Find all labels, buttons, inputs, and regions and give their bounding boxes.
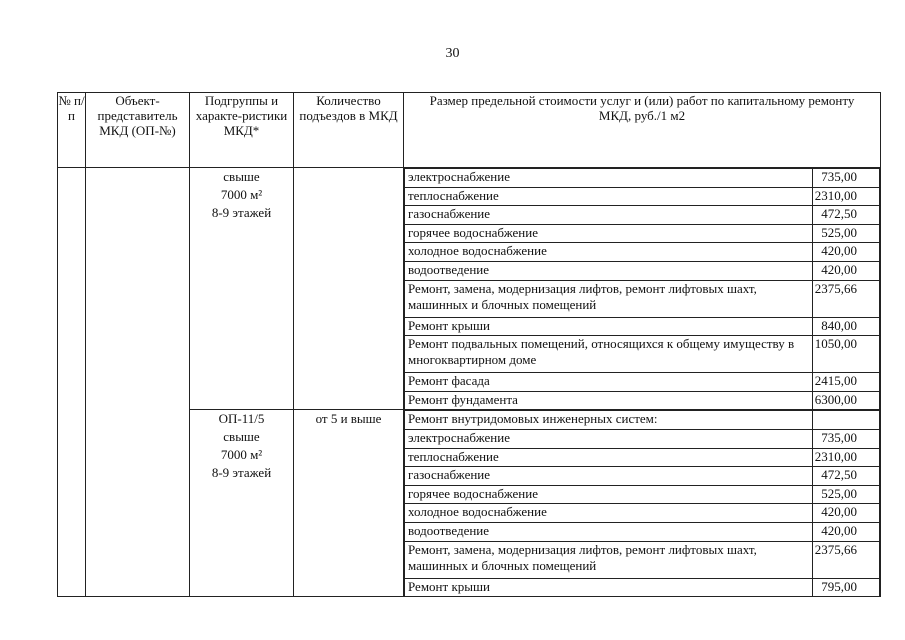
service-value: 735,00: [813, 169, 880, 188]
subgroup-text: ОП-11/5 свыше 7000 м² 8-9 этажей: [211, 411, 272, 481]
entrances-text: от 5 и выше: [315, 411, 382, 427]
service-row: [405, 317, 880, 336]
service-row: [405, 411, 880, 430]
service-name: горячее водоснабжение: [405, 485, 813, 504]
service-value: 420,00: [813, 522, 880, 541]
service-value: 2375,66: [813, 280, 880, 317]
service-value: 2310,00: [813, 448, 880, 467]
service-name: Ремонт фундамента: [405, 391, 813, 409]
service-value: 1050,00: [813, 336, 880, 373]
service-row: [405, 187, 880, 206]
service-value: 525,00: [813, 224, 880, 243]
service-name: теплоснабжение: [405, 448, 813, 467]
service-row: [405, 336, 880, 373]
service-name: Ремонт крыши: [405, 317, 813, 336]
service-value: 2415,00: [813, 373, 880, 392]
service-value: 2310,00: [813, 187, 880, 206]
service-row: [405, 243, 880, 262]
service-row: [405, 522, 880, 541]
service-row: [405, 485, 880, 504]
service-row: [405, 169, 880, 188]
service-row: [405, 504, 880, 523]
subgroup-text: свыше 7000 м² 8-9 этажей: [211, 169, 272, 220]
services-cell: [404, 410, 881, 597]
service-value: 795,00: [813, 578, 880, 596]
service-name: электроснабжение: [405, 429, 813, 448]
service-name: водоотведение: [405, 522, 813, 541]
cost-table: [57, 92, 881, 597]
object-cell: [86, 168, 190, 597]
group-row: [58, 168, 881, 410]
service-value: 525,00: [813, 485, 880, 504]
service-value: 6300,00: [813, 391, 880, 409]
header-num: № п/ п: [58, 93, 86, 168]
service-value: 2375,66: [813, 541, 880, 578]
service-row: [405, 373, 880, 392]
services-cell: [404, 168, 881, 410]
service-name: холодное водоснабжение: [405, 243, 813, 262]
service-value: 735,00: [813, 429, 880, 448]
service-row: [405, 429, 880, 448]
service-name: водоотведение: [405, 261, 813, 280]
service-row: [405, 280, 880, 317]
service-value: 420,00: [813, 504, 880, 523]
service-name: Ремонт фасада: [405, 373, 813, 392]
service-value: 420,00: [813, 261, 880, 280]
service-row: [405, 261, 880, 280]
header-row: [58, 93, 881, 168]
service-value: 420,00: [813, 243, 880, 262]
service-name: Ремонт подвальных помещений, относящихся к общему имуществу в многоквартирном доме: [405, 336, 813, 373]
service-value: 840,00: [813, 317, 880, 336]
service-name: теплоснабжение: [405, 187, 813, 206]
service-name: холодное водоснабжение: [405, 504, 813, 523]
service-name: газоснабжение: [405, 206, 813, 225]
entrances-cell: [294, 410, 404, 597]
page-number: 30: [445, 46, 460, 61]
service-row: [405, 206, 880, 225]
subgroup-cell: [190, 410, 294, 597]
service-value: [813, 411, 880, 430]
service-name: Ремонт крыши: [405, 578, 813, 596]
service-row: [405, 448, 880, 467]
service-value: 472,50: [813, 206, 880, 225]
service-name: газоснабжение: [405, 467, 813, 486]
service-name: Ремонт, замена, модернизация лифтов, ремонт лифтовых шахт, машинных и блочных помещений: [405, 280, 813, 317]
services-table: [404, 168, 880, 409]
header-cost: Размер предельной стоимости услуг и (или) работ по капитальному ремонту МКД, руб./1 м2: [404, 93, 881, 168]
service-name: Ремонт внутридомовых инженерных систем:: [405, 411, 813, 430]
num-cell: [58, 168, 86, 597]
service-row: [405, 467, 880, 486]
services-table: [404, 410, 880, 596]
entrances-cell: [294, 168, 404, 410]
service-row: [405, 224, 880, 243]
service-value: 472,50: [813, 467, 880, 486]
header-object: Объект-представитель МКД (ОП-№): [86, 93, 190, 168]
service-name: электроснабжение: [405, 169, 813, 188]
header-entrances: Количество подъездов в МКД: [294, 93, 404, 168]
service-row: [405, 541, 880, 578]
service-name: Ремонт, замена, модернизация лифтов, ремонт лифтовых шахт, машинных и блочных помещений: [405, 541, 813, 578]
service-row: [405, 391, 880, 409]
header-subgroups: Подгруппы и характе-ристики МКД*: [190, 93, 294, 168]
service-row: [405, 578, 880, 596]
service-name: горячее водоснабжение: [405, 224, 813, 243]
subgroup-cell: [190, 168, 294, 410]
